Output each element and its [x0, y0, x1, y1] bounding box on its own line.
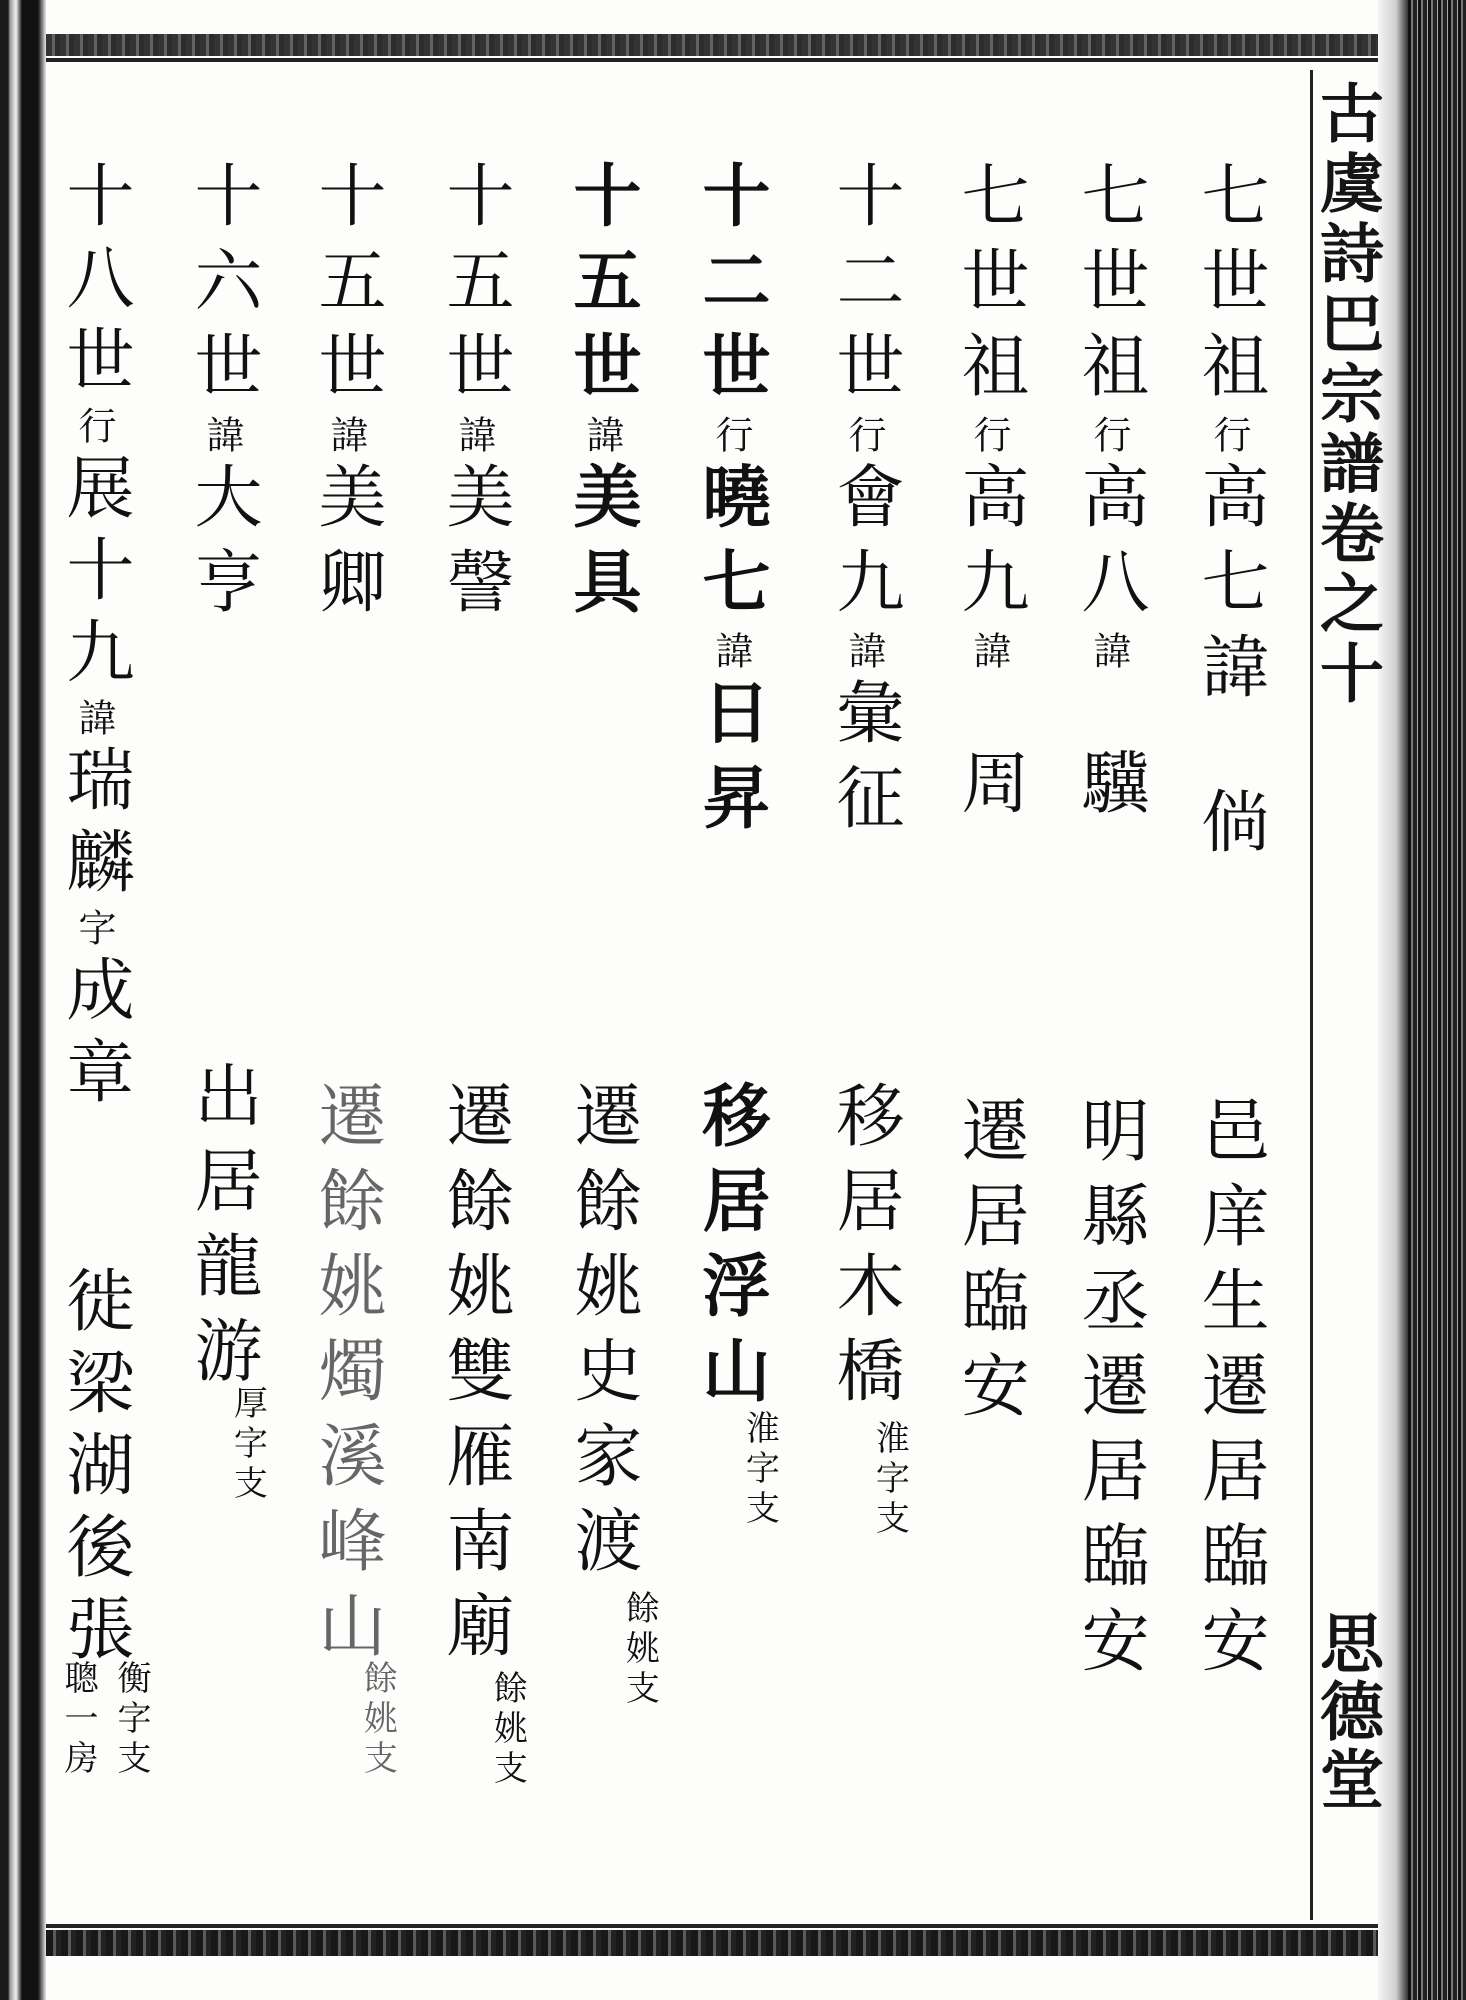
- rank-label: 行: [1087, 415, 1131, 461]
- taboo-label: 諱: [200, 415, 244, 461]
- given-name: 美謦: [435, 461, 514, 631]
- generation: 十六世: [183, 160, 262, 415]
- hall-name-margin: 思德堂: [1309, 1610, 1384, 1814]
- entry-column-10: [55, 160, 134, 1118]
- rank-label: 行: [1207, 415, 1251, 461]
- bottom-border-rule: [46, 1930, 1408, 1956]
- branch-note: 淮字支: [869, 1420, 910, 1540]
- given-name: 日昇: [691, 677, 771, 847]
- entry-column-3: [950, 160, 1029, 832]
- given-name: 瑞麟: [55, 744, 134, 908]
- branch-note-pair: [54, 1660, 156, 1780]
- residence-column-5: 移居浮山: [691, 1080, 771, 1420]
- bottom-border-line: [46, 1924, 1408, 1928]
- entry-column-7: [435, 160, 514, 631]
- left-page-edge: [0, 0, 46, 2000]
- residence-column-1: 邑庠生遷居臨安: [1190, 1095, 1269, 1690]
- generation: 七世祖: [1070, 160, 1149, 415]
- taboo-label: 諱: [72, 698, 116, 744]
- residence-column-4: 移居木橋: [825, 1080, 904, 1420]
- branch-note: 衡字支: [111, 1660, 151, 1780]
- rank-label: 行: [967, 415, 1011, 461]
- rank-name: 高九: [950, 461, 1029, 631]
- residence-column-6: 遷餘姚史家渡: [563, 1080, 642, 1590]
- taboo-label: 諱: [842, 631, 886, 677]
- given-name: 倘: [1190, 786, 1269, 871]
- entry-column-2: [1070, 160, 1149, 832]
- generation: 七世祖: [950, 160, 1029, 415]
- branch-note: 聰一房: [58, 1660, 98, 1780]
- given-name: 驥: [1070, 747, 1149, 832]
- generation: 十五世: [435, 160, 514, 415]
- entry-column-9: [183, 160, 262, 631]
- generation: 七世祖: [1190, 160, 1269, 415]
- branch-note: 餘姚支: [487, 1670, 528, 1790]
- entry-column-4: [825, 160, 904, 847]
- residence-column-9: 出居龍游: [183, 1060, 262, 1400]
- taboo-label: 諱: [580, 415, 624, 461]
- entry-column-8: [307, 160, 386, 631]
- branch-note: 厚字支: [227, 1385, 268, 1505]
- rank-name: 曉七: [691, 461, 771, 631]
- generation: 十五世: [562, 160, 642, 415]
- generation: 十二世: [825, 160, 904, 415]
- top-border-line: [46, 58, 1408, 62]
- given-name: 周: [950, 747, 1029, 832]
- generation: 十五世: [307, 160, 386, 415]
- residence-column-8: 遷餘姚燭溪峰山: [307, 1080, 386, 1675]
- courtesy-name: 成章: [55, 954, 134, 1118]
- entry-column-5: [691, 160, 771, 847]
- residence-column-2: 明縣丞遷居臨安: [1070, 1095, 1149, 1690]
- generation: 十二世: [691, 160, 771, 415]
- generation: 十八世: [55, 160, 134, 406]
- rank-name: 展十九: [55, 452, 134, 698]
- entry-column-1: [1190, 160, 1269, 871]
- branch-note: 餘姚支: [619, 1590, 660, 1710]
- taboo-label: 諱: [324, 415, 368, 461]
- taboo-label: 諱: [452, 415, 496, 461]
- rank-name: 會九: [825, 461, 904, 631]
- taboo-label: 諱: [1087, 631, 1131, 677]
- residence-column-3: 遷居臨安: [950, 1095, 1029, 1435]
- rank-name: 高七諱: [1190, 461, 1269, 716]
- rank-label: 行: [842, 415, 886, 461]
- taboo-label: 諱: [709, 631, 753, 677]
- branch-note: 餘姚支: [357, 1660, 398, 1780]
- given-name: 美卿: [307, 461, 386, 631]
- given-name: 彙征: [825, 677, 904, 847]
- given-name: 大亨: [183, 461, 262, 631]
- top-border-rule: [46, 34, 1408, 56]
- rank-label: 行: [72, 406, 116, 452]
- rank-label: 行: [709, 415, 753, 461]
- courtesy-label: 字: [72, 908, 116, 954]
- residence-column-7: 遷餘姚雙雁南廟: [435, 1080, 514, 1675]
- residence-column-10: 徙梁湖後張: [55, 1265, 134, 1675]
- book-title-margin: 古虞詩巴宗譜卷之十: [1309, 80, 1384, 710]
- entry-column-6: [562, 160, 642, 631]
- right-book-edge: [1408, 0, 1466, 2000]
- rank-name: 高八: [1070, 461, 1149, 631]
- taboo-label: 諱: [967, 631, 1011, 677]
- given-name: 美具: [562, 461, 642, 631]
- branch-note: 淮字支: [739, 1410, 780, 1530]
